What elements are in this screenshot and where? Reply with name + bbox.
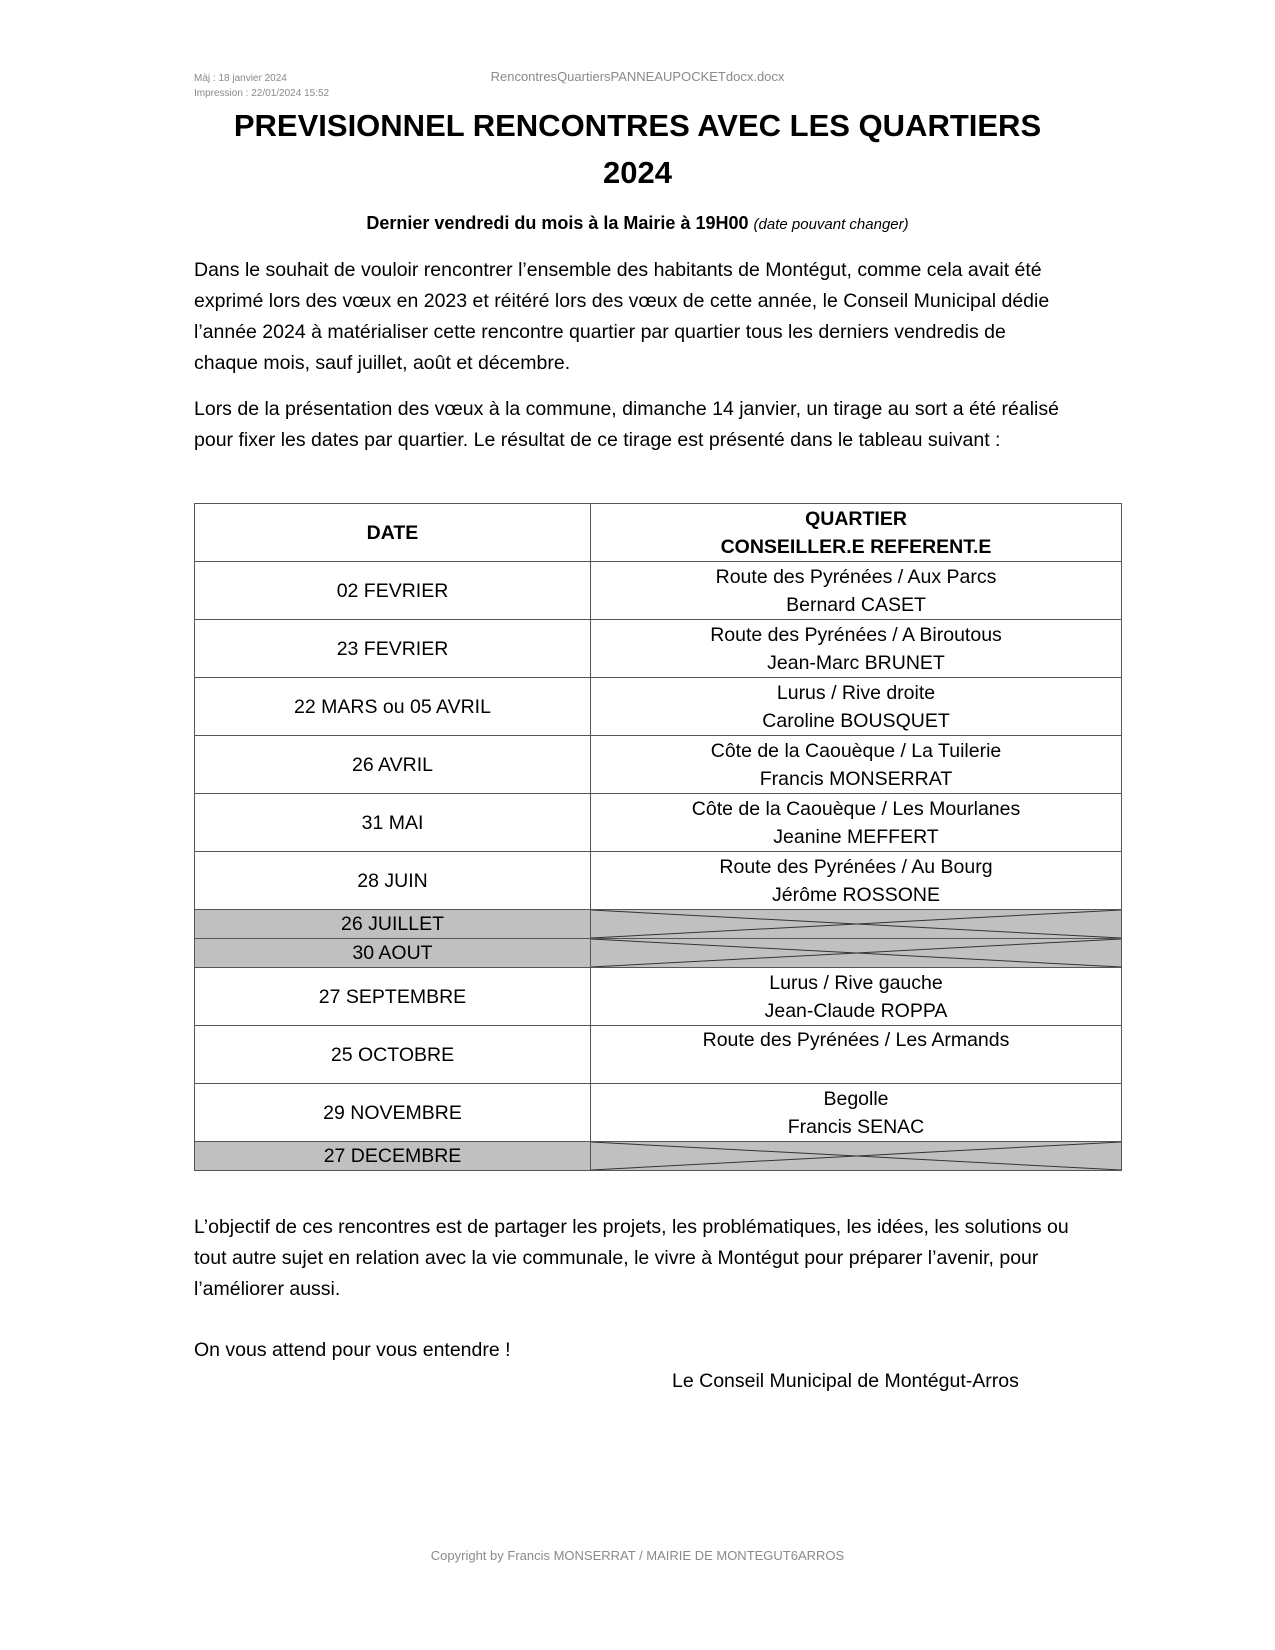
row-date: 23 FEVRIER	[195, 620, 591, 678]
row-referent: Jérôme ROSSONE	[772, 883, 940, 906]
document-filename: RencontresQuartiersPANNEAUPOCKETdocx.docx	[490, 69, 785, 84]
row-date: 26 JUILLET	[195, 910, 591, 939]
row-date: 27 SEPTEMBRE	[195, 968, 591, 1026]
row-quartier-cell	[591, 1084, 1122, 1142]
row-date: 30 AOUT	[195, 939, 591, 968]
row-referent: Francis MONSERRAT	[759, 767, 953, 790]
schedule-table	[194, 503, 1122, 1171]
row-quartier: Côte de la Caouèque / La Tuilerie	[710, 739, 1002, 762]
header-quartier-referent	[591, 504, 1122, 562]
header-date: DATE	[195, 504, 591, 562]
row-quartier: Route des Pyrénées / Au Bourg	[719, 855, 993, 878]
cross-mark	[591, 1142, 1121, 1170]
row-date: 27 DECEMBRE	[195, 1142, 591, 1171]
row-referent: Jean-Marc BRUNET	[767, 651, 945, 674]
print-date: Impression : 22/01/2024 15:52	[194, 88, 330, 99]
table-row	[195, 562, 1122, 620]
row-date: 28 JUIN	[195, 852, 591, 910]
row-referent: Francis SENAC	[787, 1115, 925, 1138]
update-date: Màj : 18 janvier 2024	[194, 73, 287, 84]
table-row	[195, 794, 1122, 852]
row-date: 31 MAI	[195, 794, 591, 852]
row-quartier-cell	[591, 736, 1122, 794]
header-conseiller: CONSEILLER.E REFERENT.E	[720, 535, 992, 558]
row-quartier-cell	[591, 968, 1122, 1026]
intro-paragraph: Dans le souhait de vouloir rencontrer l’ensemble des habitants de Montégut, comme cela avait été exprimé lors des vœux en 2023 et réitéré lors des vœux de cette année, le Conseil Municipal dédie l’année 2024 à matérialiser cette rencontre quartier par quartier tous les derniers vendredis de chaque mois, sauf juillet, août et décembre.	[194, 259, 1050, 374]
row-date: 25 OCTOBRE	[195, 1026, 591, 1084]
row-referent: Bernard CASET	[786, 593, 926, 616]
crossed-out-cell	[591, 1142, 1122, 1171]
table-row	[195, 736, 1122, 794]
cross-mark	[591, 910, 1121, 938]
subtitle-note: (date pouvant changer)	[753, 216, 909, 233]
table-row	[195, 678, 1122, 736]
table-row-closed	[195, 1142, 1122, 1171]
table-row-closed	[195, 939, 1122, 968]
row-referent: Jeanine MEFFERT	[773, 825, 939, 848]
cross-mark	[591, 939, 1121, 967]
copyright-footer: Copyright by Francis MONSERRAT / MAIRIE DE MONTEGUT6ARROS	[430, 1548, 845, 1563]
table-row	[195, 968, 1122, 1026]
row-quartier-cell	[591, 794, 1122, 852]
row-date: 02 FEVRIER	[195, 562, 591, 620]
row-date: 22 MARS ou 05 AVRIL	[195, 678, 591, 736]
closing-paragraph: On vous attend pour vous entendre !	[194, 1339, 511, 1361]
row-quartier-cell	[591, 1026, 1122, 1084]
draw-paragraph: Lors de la présentation des vœux à la commune, dimanche 14 janvier, un tirage au sort a été réalisé pour fixer les dates par quartier. Le résultat de ce tirage est présenté dans le tableau suivant :	[194, 398, 1059, 451]
row-referent: Jean-Claude ROPPA	[764, 999, 948, 1022]
header-quartier: QUARTIER	[805, 507, 907, 530]
row-quartier-cell	[591, 852, 1122, 910]
row-quartier: Lurus / Rive droite	[776, 681, 936, 704]
subtitle-schedule: Dernier vendredi du mois à la Mairie à 19H00	[366, 213, 749, 233]
row-quartier: Lurus / Rive gauche	[769, 971, 943, 994]
signature: Le Conseil Municipal de Montégut-Arros	[672, 1370, 1019, 1392]
row-date: 29 NOVEMBRE	[195, 1084, 591, 1142]
row-quartier: Côte de la Caouèque / Les Mourlanes	[691, 797, 1021, 820]
row-quartier: Route des Pyrénées / A Biroutous	[710, 623, 1002, 646]
document-title	[0, 102, 1275, 196]
crossed-out-cell	[591, 910, 1122, 939]
table-row	[195, 1084, 1122, 1142]
crossed-out-cell	[591, 939, 1122, 968]
objective-paragraph: L’objectif de ces rencontres est de partager les projets, les problématiques, les idées, les solutions ou tout autre sujet en relation avec la vie communale, le vivre à Montégut pour préparer l’avenir, pour l’améliorer aussi.	[194, 1216, 1069, 1300]
table-row	[195, 852, 1122, 910]
table-row	[195, 620, 1122, 678]
row-referent: Caroline BOUSQUET	[762, 709, 950, 732]
title-line-2: 2024	[603, 155, 672, 190]
row-quartier-cell	[591, 678, 1122, 736]
row-quartier: Route des Pyrénées / Les Armands	[702, 1029, 1010, 1051]
row-date: 26 AVRIL	[195, 736, 591, 794]
row-quartier-cell	[591, 620, 1122, 678]
title-line-1: PREVISIONNEL RENCONTRES AVEC LES QUARTIERS	[233, 108, 1042, 143]
table-header-row	[195, 504, 1122, 562]
table-row-closed	[195, 910, 1122, 939]
row-quartier: Route des Pyrénées / Aux Parcs	[715, 565, 997, 588]
table-row	[195, 1026, 1122, 1084]
document-subtitle	[0, 213, 1275, 234]
row-quartier: Begolle	[823, 1087, 889, 1110]
row-quartier-cell	[591, 562, 1122, 620]
